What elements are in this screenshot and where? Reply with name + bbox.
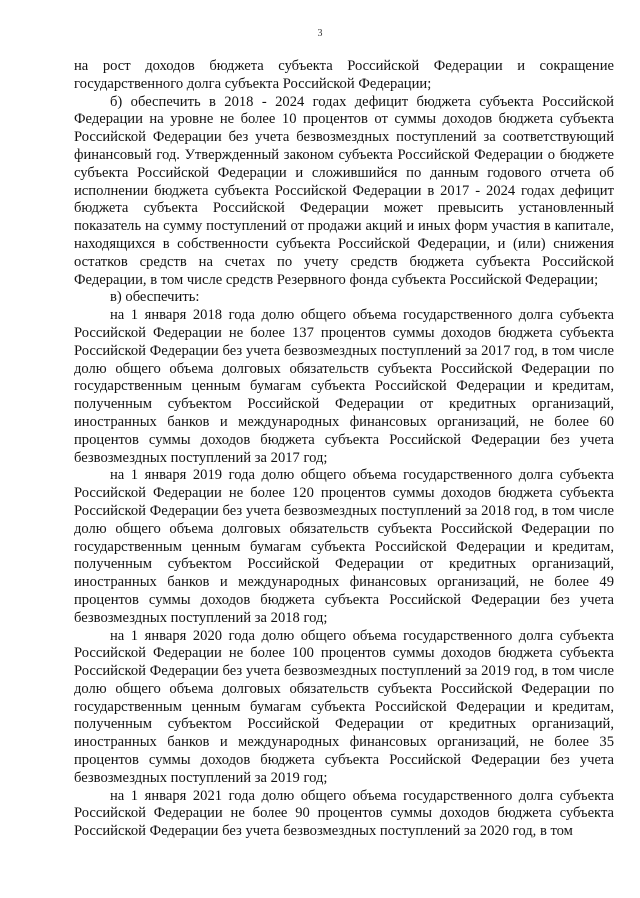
paragraph-b-deficit: б) обеспечить в 2018 - 2024 годах дефицит бюджета субъекта Российской Федерации на уровне не более 10 процентов от суммы доходов бюджета субъекта Российской Федерации без учета безвозмездных поступлений за соответствующий финансовый год. Утвержденный законом субъекта Российской Федерации о бюджете субъекта Российской Федерации и сложившийся по данным годового отчета об исполнении бюджета субъекта Российской Федерации в 2017 - 2024 годах дефицит бюджета субъекта Российской Федерации может превысить установленный показатель на сумму поступлений от продажи акций и иных форм участия в капитале, находящихся в собственности субъекта Российской Федерации, и (или) снижения остатков средств на счетах по учету средств бюджета субъекта Российской Федерации, в том числе средств Резервного фонда субъекта Российской Федерации; xyxy=(74,93,614,288)
paragraph-2019: на 1 января 2019 года долю общего объема государственного долга субъекта Российской Федерации не более 120 процентов суммы доходов бюджета субъекта Российской Федерации без учета безвозмездных поступлений за 2018 год, в том числе долю общего объема долговых обязательств субъекта Российской Федерации по государственным ценным бумагам субъекта Российской Федерации и кредитам, полученным субъектом Российской Федерации от кредитных организаций, иностранных банков и международных финансовых организаций, не более 49 процентов суммы доходов бюджета субъекта Российской Федерации без учета безвозмездных поступлений за 2018 год; xyxy=(74,467,614,626)
paragraph-v-heading: в) обеспечить: xyxy=(110,289,200,306)
paragraph-2021: на 1 января 2021 года долю общего объема государственного долга субъекта Российской Федерации не более 90 процентов суммы доходов бюджета субъекта Российской Федерации без учета безвозмездных поступлений за 2020 год, в том xyxy=(74,787,614,840)
paragraph-2020: на 1 января 2020 года долю общего объема государственного долга субъекта Российской Федерации не более 100 процентов суммы доходов бюджета субъекта Российской Федерации без учета безвозмездных поступлений за 2019 год, в том числе долю общего объема долговых обязательств субъекта Российской Федерации по государственным ценным бумагам субъекта Российской Федерации и кредитам, полученным субъектом Российской Федерации от кредитных организаций, иностранных банков и международных финансовых организаций, не более 35 процентов суммы доходов бюджета субъекта Российской Федерации без учета безвозмездных поступлений за 2019 год; xyxy=(74,627,614,786)
page-number: 3 xyxy=(317,28,323,39)
paragraph-2018: на 1 января 2018 года долю общего объема государственного долга субъекта Российской Федерации не более 137 процентов суммы доходов бюджета субъекта Российской Федерации без учета безвозмездных поступлений за 2017 год, в том числе долю общего объема долговых обязательств субъекта Российской Федерации по государственным ценным бумагам субъекта Российской Федерации и кредитам, полученным субъектом Российской Федерации от кредитных организаций, иностранных банков и международных финансовых организаций, не более 60 процентов суммы доходов бюджета субъекта Российской Федерации без учета безвозмездных поступлений за 2017 год; xyxy=(74,307,614,466)
document-body xyxy=(74,58,614,841)
paragraph-intro: на рост доходов бюджета субъекта Российской Федерации и сокращение государственного долга субъекта Российской Федерации; xyxy=(74,58,614,92)
